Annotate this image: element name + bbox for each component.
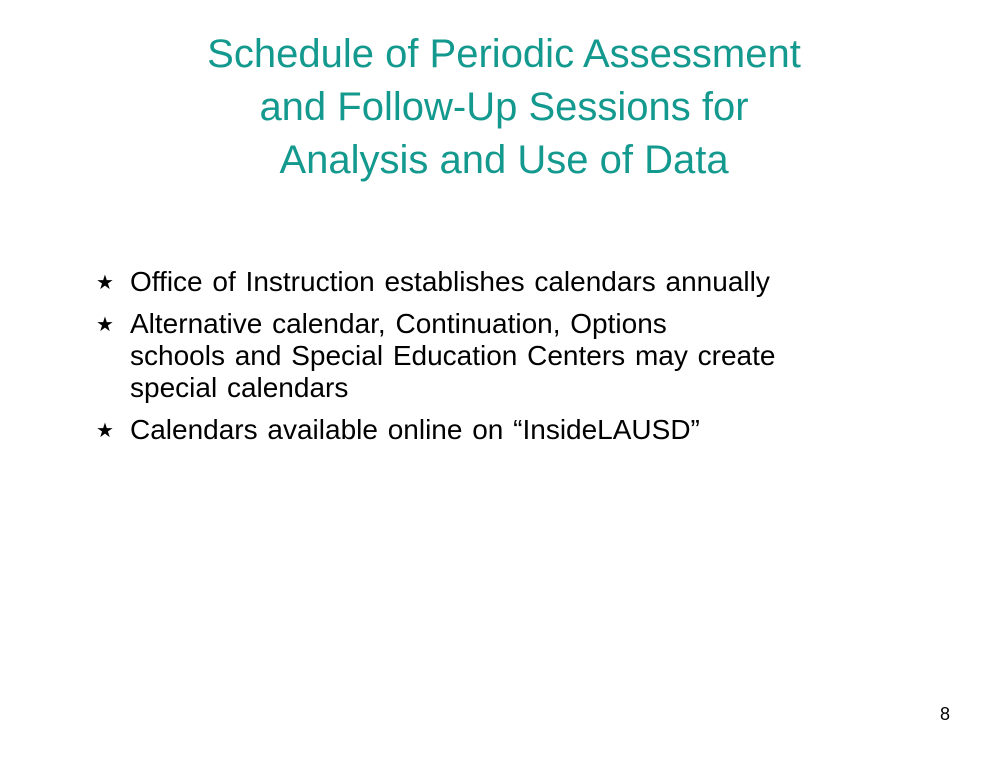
bullet-text-line: Office of Instruction establishes calendars annually: [130, 266, 770, 297]
star-icon: ★: [96, 418, 114, 442]
slide-title: [60, 28, 948, 187]
bullet-item: [96, 308, 976, 404]
bullet-text: [130, 266, 770, 298]
slide-title-line: Schedule of Periodic Assessment: [207, 32, 801, 76]
bullet-text: [130, 414, 700, 446]
slide-title-line: and Follow-Up Sessions for: [259, 85, 749, 129]
bullet-text: [130, 308, 775, 404]
bullet-item: [96, 414, 976, 446]
star-icon: ★: [96, 270, 114, 294]
bullet-item: [96, 266, 976, 298]
page-number: 8: [939, 704, 950, 724]
bullet-text-line: special calendars: [130, 372, 349, 403]
bullet-text-line: schools and Special Education Centers may create: [130, 340, 776, 371]
slide-title-line: Analysis and Use of Data: [279, 138, 729, 182]
bullet-list: [96, 266, 976, 456]
star-icon: ★: [96, 312, 114, 336]
bullet-text-line: Alternative calendar, Continuation, Options: [130, 308, 667, 339]
bullet-text-line: Calendars available online on “InsideLAUSD”: [130, 414, 700, 445]
